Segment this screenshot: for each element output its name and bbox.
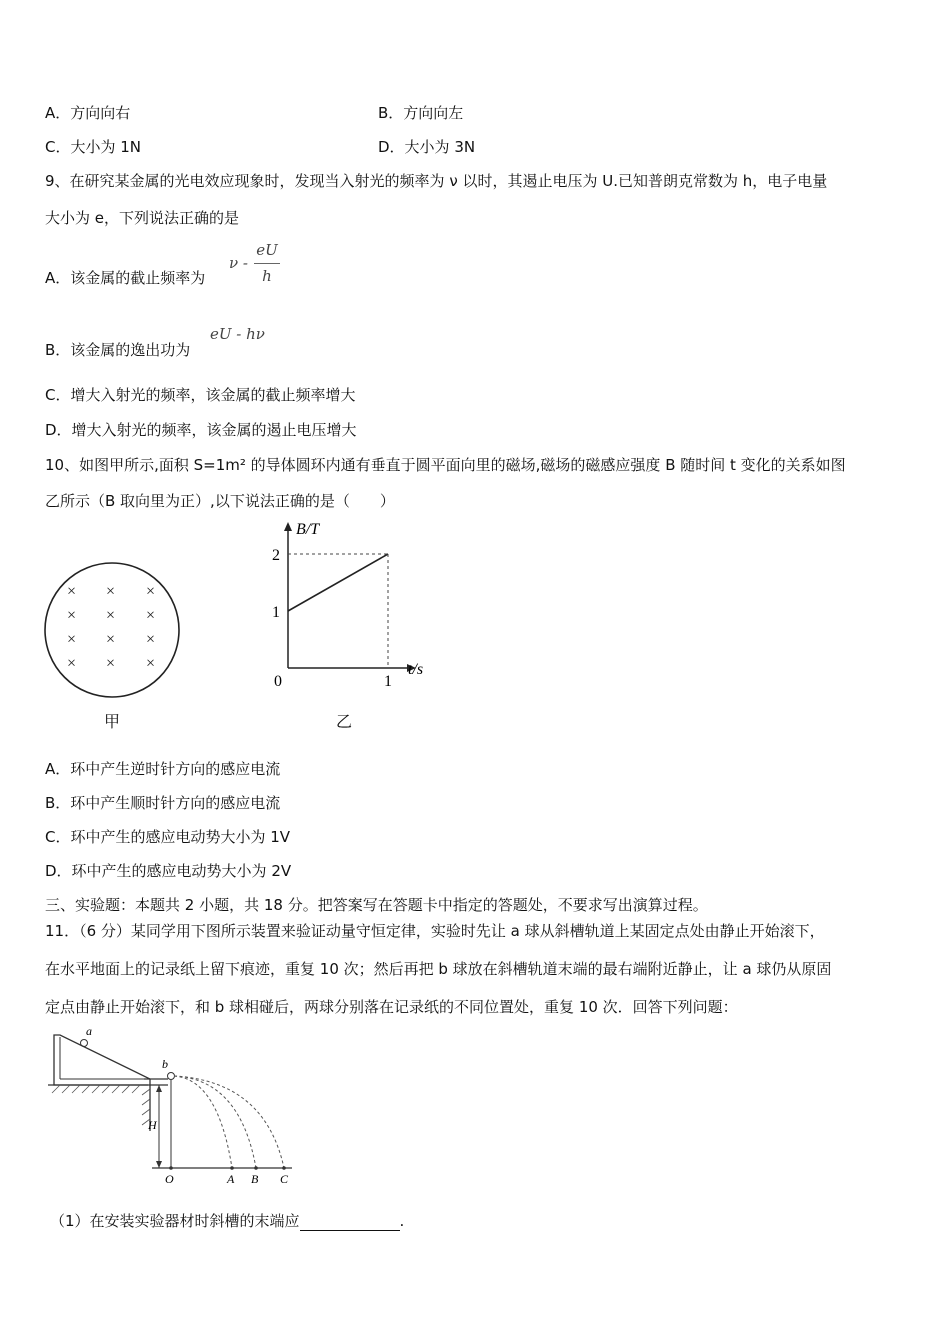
answer-blank[interactable] [300,1215,400,1231]
y-tick-label-1: 1 [272,604,280,621]
x-axis-label: t/s [408,661,424,678]
q9-option-a-numerator: eU [256,241,278,259]
q9-option-b: B．该金属的逸出功为 [45,341,191,359]
b-t-chart [260,518,440,693]
q10-option-c: C．环中产生的感应电动势大小为 1V [45,828,291,846]
figure-ring-field [40,560,190,705]
point-a-label: A [227,1172,235,1186]
field-cross-2-2: × [146,631,156,648]
x-tick-label-1: 1 [384,673,392,690]
field-cross-3-2: × [146,655,156,672]
q9-option-a-denominator: h [262,267,272,285]
field-cross-0-0: × [67,583,77,600]
origin-label: 0 [274,673,282,690]
field-cross-1-2: × [146,607,156,624]
q9-stem-line1: 9、在研究某金属的光电效应现象时，发现当入射光的频率为 ν 以时，其遏止电压为 U.已知普朗克常数为 h，电子电量 [45,172,828,190]
ball-b [168,1073,175,1080]
field-cross-2-0: × [67,631,77,648]
height-arrow-bottom [156,1161,162,1168]
section3-heading: 三、实验题：本题共 2 小题，共 18 分。把答案写在答题卡中指定的答题处，不要求写出演算过程。 [45,896,708,914]
point-a [230,1166,234,1170]
field-cross-3-0: × [67,655,77,672]
field-cross-0-2: × [146,583,156,600]
field-cross-3-1: × [106,655,116,672]
trajectory-b [174,1076,256,1168]
ball-b-label: b [162,1057,168,1071]
q10-option-d: D．环中产生的感应电动势大小为 2V [45,862,292,880]
point-o-label: O [165,1172,174,1186]
point-o [169,1166,173,1170]
q9-option-d: D．增大入射光的频率，该金属的遏止电压增大 [45,421,357,439]
field-cross-0-1: × [106,583,116,600]
field-cross-1-1: × [106,607,116,624]
b-t-line [288,554,388,611]
figure-a-label: 甲 [104,712,121,731]
table-hatching [52,1085,140,1093]
q9-stem-line2: 大小为 e，下列说法正确的是 [45,209,239,227]
y-tick-label-2: 2 [272,547,280,564]
q11-line1: 11．（6 分）某同学用下图所示装置来验证动量守恒定律，实验时先让 a 球从斜槽轨道上某固定点处由静止开始滚下， [45,922,825,940]
q11-line2: 在水平地面上的记录纸上留下痕迹，重复 10 次；然后再把 b 球放在斜槽轨道末端的最右端附近静止，让 a 球仍从原固 [45,960,832,978]
q11-line3: 定点由静止开始滚下，和 b 球相碰后，两球分别落在记录纸的不同位置处，重复 10 次．回答下列问题： [45,998,738,1016]
q9-option-a: A．该金属的截止频率为 [45,269,206,287]
field-cross-2-1: × [106,631,116,648]
trajectory-a [174,1076,232,1168]
q11-sub1-end: . [399,1212,405,1230]
q10-stem-line2: 乙所示（B 取向里为正）,以下说法正确的是（ ） [45,492,395,510]
point-b-label: B [251,1172,259,1186]
q8-option-d: D．大小为 3N [378,138,476,156]
q9-option-b-formula: eU - hν [210,325,265,343]
q10-option-a: A．环中产生逆时针方向的感应电流 [45,760,281,778]
trajectory-c [174,1076,284,1168]
q8-option-b: B．方向向左 [378,104,464,122]
figure-b-label: 乙 [336,712,353,731]
q11-sub1 [50,1211,404,1231]
q10-option-b: B．环中产生顺时针方向的感应电流 [45,794,281,812]
ball-a [81,1040,88,1047]
height-label: H [148,1118,157,1132]
y-axis-label: B/T [296,521,320,538]
q11-sub1-text: （1）在安装实验器材时斜槽的末端应 [50,1212,300,1230]
point-c [282,1166,286,1170]
y-axis-arrow [284,522,292,531]
point-c-label: C [280,1172,289,1186]
ball-a-label: a [86,1024,92,1038]
q9-option-c: C．增大入射光的频率，该金属的截止频率增大 [45,386,356,404]
q9-fraction-bar [254,263,280,264]
q9-option-a-formula-lead: ν - [229,254,248,272]
incline-chute [54,1035,150,1085]
q8-option-c: C．大小为 1N [45,138,142,156]
q8-option-a: A．方向向右 [45,104,131,122]
height-arrow-top [156,1085,162,1092]
figure-collision-apparatus [40,1023,310,1193]
field-cross-1-0: × [67,607,77,624]
point-b [254,1166,258,1170]
q10-stem-line1: 10、如图甲所示,面积 S=1m² 的导体圆环内通有垂直于圆平面向里的磁场,磁场的磁感应强度 B 随时间 t 变化的关系如图 [45,456,846,474]
